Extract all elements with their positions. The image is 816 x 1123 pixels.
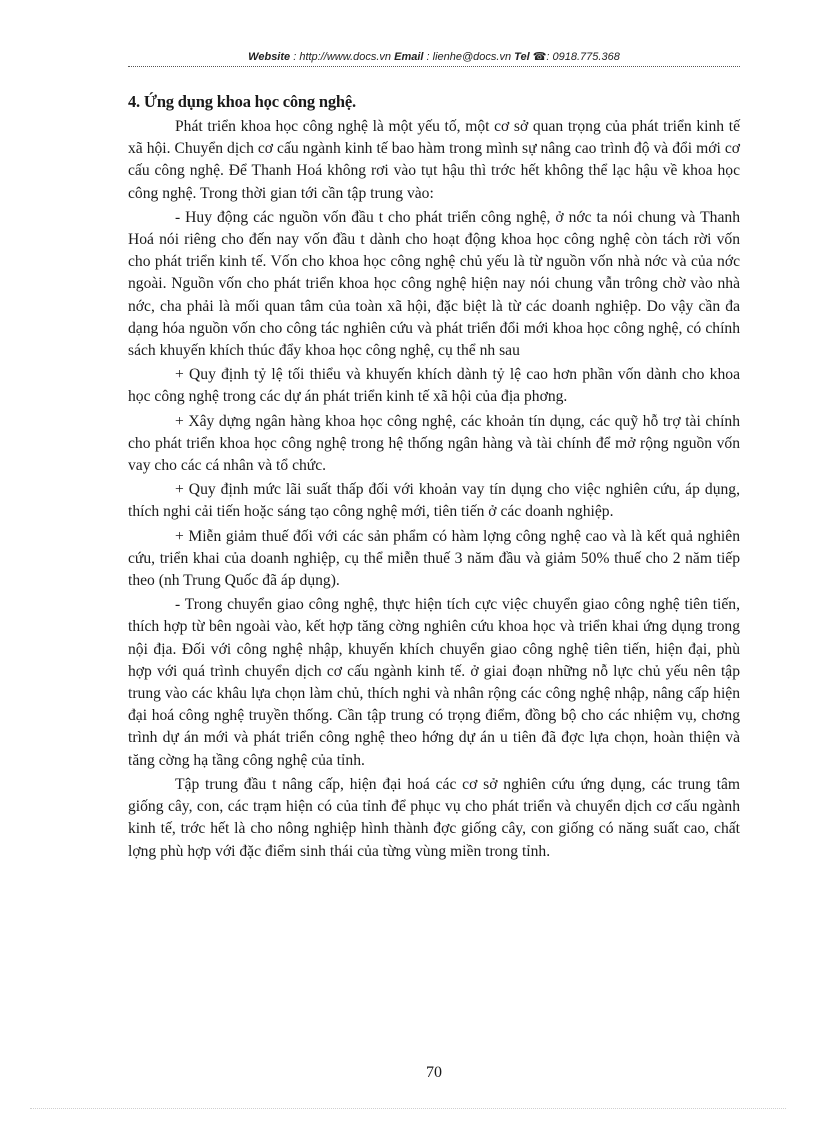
page-header	[128, 50, 740, 63]
paragraph-ratio: + Quy định tỷ lệ tối thiểu và khuyến khích dành tỷ lệ cao hơn phần vốn dành cho khoa học công nghệ trong các dự án phát triển kinh tế xã hội của địa phơng.	[128, 366, 740, 406]
paragraph-transfer: - Trong chuyển giao công nghệ, thực hiện tích cực việc chuyển giao công nghệ tiên tiến, thích hợp từ bên ngoài vào, kết hợp tăng cờng nghiên cứu khoa học và triển khai ứng dụng trong nội địa. Đối với công nghệ nhập, khuyến khích chuyển giao công nghệ tiên tiến, hiện đại, phù hợp với quá trình chuyển dịch cơ cấu ngành kinh tế. ở giai đoạn những nỗ lực chủ yếu nên tập trung vào các khâu lựa chọn làm chủ, thích nghi và nhân rộng các công nghệ nhập, nâng cấp hiện đại hoá công nghệ truyền thống. Cần tập trung có trọng điểm, đồng bộ cho các nhiệm vụ, chơng trình dự án mới và phát triển công nghệ theo hớng dự án u tiên đã đợc lựa chọn, hoàn thiện và tăng cờng hạ tầng công nghệ của tỉnh.	[128, 596, 740, 769]
page-number: 70	[426, 1064, 442, 1081]
website-value: : http://www.docs.vn	[293, 51, 392, 63]
footer-divider	[30, 1108, 786, 1109]
paragraph-tax: + Miễn giảm thuế đối với các sản phẩm có hàm lợng công nghệ cao và là kết quả nghiên cứu, triển khai của doanh nghiệp, cụ thể miễn thuế 3 năm đầu và giảm 50% thuế cho 2 năm tiếp theo (nh Trung Quốc đã áp dụng).	[128, 527, 740, 590]
paragraph-investment: Tập trung đầu t nâng cấp, hiện đại hoá các cơ sở nghiên cứu ứng dụng, các trung tâm giống cây, con, các trạm hiện có của tỉnh để phục vụ cho phát triển và chuyển dịch cơ cấu ngành kinh tế, trớc hết là cho nông nghiệp hình thành đợc giống cây, con giống có năng suất cao, chất lợng phù hợp với đặc điểm sinh thái của từng vùng miền trong tỉnh.	[128, 775, 740, 860]
paragraph-bank: + Xây dựng ngân hàng khoa học công nghệ, các khoản tín dụng, các quỹ hỗ trợ tài chính cho phát triển khoa học công nghệ trong hệ thống ngân hàng và tài chính để mở rộng nguồn vốn vay cho các cá nhân và tổ chức.	[128, 412, 740, 475]
paragraph-interest: + Quy định mức lãi suất thấp đối với khoản vay tín dụng cho việc nghiên cứu, áp dụng, thích nghi cải tiến hoặc sáng tạo công nghệ mới, tiên tiến ở các doanh nghiệp.	[128, 481, 740, 521]
section-heading: 4. Ứng dụng khoa học công nghệ.	[128, 92, 356, 111]
document-body	[128, 92, 740, 865]
email-label: Email	[394, 51, 424, 63]
tel-value: ☎: 0918.775.368	[532, 51, 620, 63]
website-label: Website	[248, 51, 291, 63]
header-divider	[128, 66, 740, 67]
tel-label: Tel	[514, 51, 530, 63]
paragraph-funding: - Huy động các nguồn vốn đầu t cho phát triển công nghệ, ở nớc ta nói chung và Thanh Hoá nói riêng cho đến nay vốn đầu t dành cho hoạt động khoa học công nghệ còn tách rời vốn cho phát triển kinh tế. Vốn cho khoa học công nghệ chủ yếu là từ nguồn vốn nhà nớc và của nớc ngoài. Nguồn vốn cho phát triển khoa học công nghệ hiện nay nói chung vẫn trông chờ vào nhà nớc, cha phải là mối quan tâm của toàn xã hội, đặc biệt là từ các doanh nghiệp. Do vậy cần đa dạng hóa nguồn vốn cho công tác nghiên cứu và phát triển đổi mới khoa học công nghệ, có chính sách khuyến khích thúc đẩy khoa học công nghệ, cụ thể nh sau	[128, 208, 740, 360]
email-value: : lienhe@docs.vn	[426, 51, 512, 63]
paragraph-intro: Phát triển khoa học công nghệ là một yếu tố, một cơ sở quan trọng của phát triển kinh tế xã hội. Chuyển dịch cơ cấu ngành kinh tế bao hàm trong mình sự nâng cao trình độ và đổi mới cơ cấu công nghệ. Để Thanh Hoá không rơi vào tụt hậu thì trớc hết không thể lạc hậu về khoa học công nghệ. Trong thời gian tới cần tập trung vào:	[128, 118, 740, 202]
